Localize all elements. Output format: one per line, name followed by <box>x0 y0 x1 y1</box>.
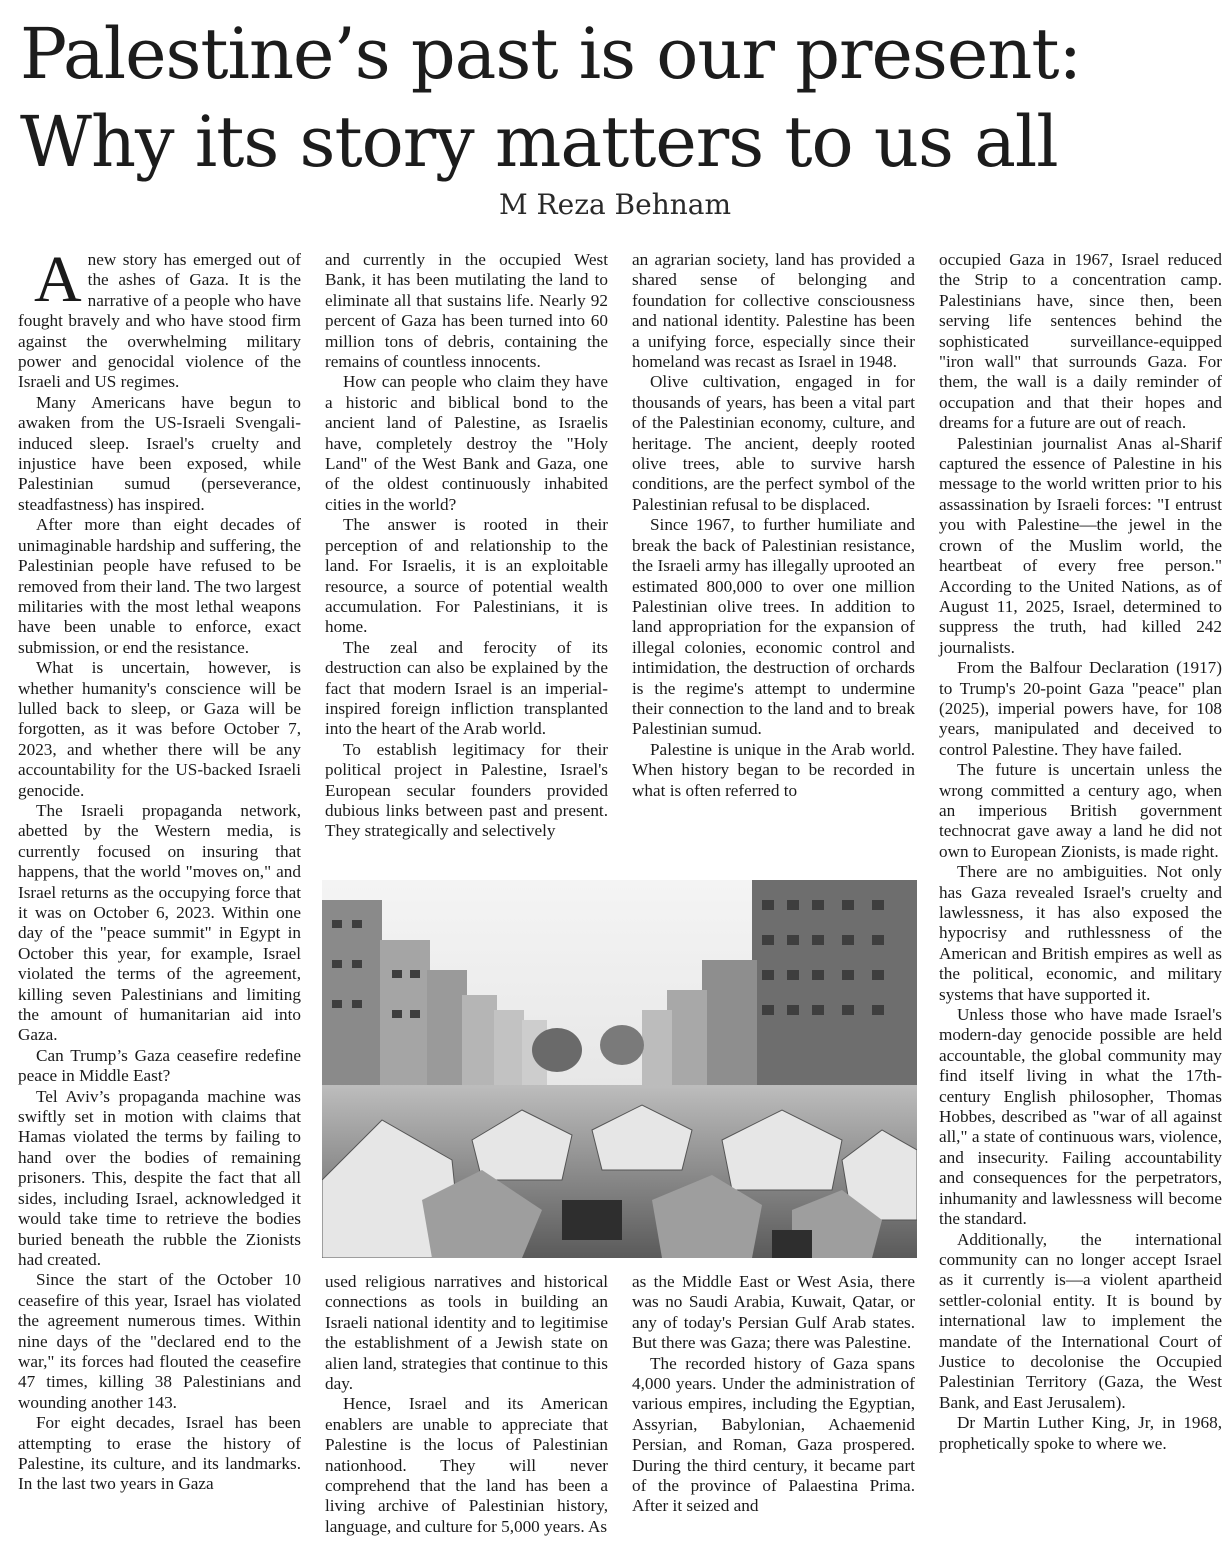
article-column-3-top <box>632 250 915 870</box>
paragraph: Unless those who have made Israel's modern-day genocide possible are held accountable, the global community may find itself living in what the 17th-century English philosopher, Thomas Hobbes, described as "war of all against all," a state of continuous wars, violence, and insecurity. Failing accountability and consequences for the perpetrators, inhumanity and lawlessness will become the standard. <box>939 1005 1222 1229</box>
article-column-4 <box>939 250 1222 1540</box>
paragraph: Hence, Israel and its American enablers are unable to appreciate that Palestine is the locus of Palestinian nationhood. They will never comprehend that the land has been a living archive of Palestinian history, language, and culture for 5,000 years. As <box>325 1394 608 1536</box>
paragraph: The future is uncertain unless the wrong committed a century ago, when an imperious British government technocrat gave away a land he did not own to European Zionists, is made right. <box>939 760 1222 861</box>
paragraph: After more than eight decades of unimaginable hardship and suffering, the Palestinian people have refused to be removed from their land. The two largest militaries with the most lethal weapons have been unable to enforce, exact submission, or end the resistance. <box>18 515 301 657</box>
paragraph: and currently in the occupied West Bank, it has been mutilating the land to eliminate all that sustains life. Nearly 92 percent of Gaza has been turned into 60 million tons of debris, containing the remains of countless innocents. <box>325 250 608 372</box>
article-column-2-top <box>325 250 608 870</box>
paragraph: Many Americans have begun to awaken from the US-Israeli Svengali-induced sleep. Israel's cruelty and injustice have been exposed, while Palestinian sumud (perseverance, steadfastness) has inspired. <box>18 392 301 514</box>
paragraph: To establish legitimacy for their political project in Palestine, Israel's European secular founders provided dubious links between past and present. They strategically and selectively <box>325 739 608 841</box>
article-column-3-bottom <box>632 1272 915 1540</box>
paragraph: Olive cultivation, engaged in for thousands of years, has been a vital part of the Palestinian economy, culture, and heritage. The ancient, deeply rooted olive trees, able to survive harsh conditions, are the perfect symbol of the Palestinian refusal to be displaced. <box>632 372 915 514</box>
paragraph: The answer is rooted in their perception of and relationship to the land. For Israelis, it is an exploitable resource, a source of potential wealth accumulation. For Palestinians, it is home. <box>325 515 608 637</box>
headline-line-1: Palestine’s past is our present: <box>20 13 1082 95</box>
paragraph: The recorded history of Gaza spans 4,000 years. Under the administration of various empires, including the Egyptian, Assyrian, Babylonian, Achaemenid Persian, and Roman, Gaza prospered. During the third century, it became part of the province of Palaestina Prima. After it seized and <box>632 1353 915 1516</box>
drop-cap: A <box>34 243 82 316</box>
paragraph: The zeal and ferocity of its destruction can also be explained by the fact that modern Israel is an imperial-inspired foreign infliction transplanted into the heart of the Arab world. <box>325 637 608 739</box>
paragraph: Palestine is unique in the Arab world. When history began to be recorded in what is often referred to <box>632 739 915 800</box>
paragraph: The Israeli propaganda network, abetted by the Western media, is currently focused on insuring that happens, that the world "moves on," and Israel returns as the occupying force that it was on October 6, 2023. Within one day of the "peace summit" in Egypt in October this year, for example, Israel violated the terms of the agreement, killing seven Palestinians and limiting the amount of humanitarian aid into Gaza. <box>18 800 301 1045</box>
article-column-1 <box>18 243 301 1540</box>
paragraph: used religious narratives and historical connections as tools in building an Israeli national identity and to legitimise the establishment of a Jewish state on alien land, strategies that continue to this day. <box>325 1272 608 1394</box>
paragraph: Additionally, the international community can no longer accept Israel as it currently is—a violent apartheid settler-colonial entity. It is bound by international law to implement the mandate of the International Court of Justice to decolonise the Occupied Palestinian Territory (Gaza, the West Bank, and East Jerusalem). <box>939 1229 1222 1412</box>
paragraph: as the Middle East or West Asia, there was no Saudi Arabia, Kuwait, Qatar, or any of today's Persian Gulf Arab states. But there was Gaza; there was Palestine. <box>632 1272 915 1353</box>
headline <box>20 10 1220 186</box>
paragraph: How can people who claim they have a historic and biblical bond to the ancient land of Palestine, as Israelis have, completely destroy the "Holy Land" of the West Bank and Gaza, one of the oldest continuously inhabited cities in the world? <box>325 372 608 514</box>
paragraph: Palestinian journalist Anas al-Sharif captured the essence of Palestine in his message to the world written prior to his assassination by Israeli forces: "I entrust you with Palestine—the jewel in the crown of the Muslim world, the heartbeat of every free person." According to the United Nations, as of August 11, 2025, Israel, determined to suppress the truth, had killed 242 journalists. <box>939 433 1222 657</box>
paragraph: new story has emerged out of the ashes of Gaza. It is the narrative of a people who have fought bravely and who have stood firm against the overwhelming military power and genocidal violence of the Israeli and US regimes. <box>18 250 301 392</box>
headline-line-2: Why its story matters to us all <box>20 101 1058 183</box>
paragraph: occupied Gaza in 1967, Israel reduced the Strip to a concentration camp. Palestinians have, since then, been serving life sentences behind the sophisticated surveillance-equipped "iron wall" that surrounds Gaza. For them, the wall is a daily reminder of occupation and that their hopes and dreams for a future are out of reach. <box>939 250 1222 433</box>
paragraph: Dr Martin Luther King, Jr, in 1968, prophetically spoke to where we. <box>939 1413 1222 1453</box>
paragraph: an agrarian society, land has provided a shared sense of belonging and foundation for collective consciousness and national identity. Palestine has been a unifying force, especially since their homeland was recast as Israel in 1948. <box>632 250 915 372</box>
paragraph: For eight decades, Israel has been attempting to erase the history of Palestine, its culture, and its landmarks. In the last two years in Gaza <box>18 1413 301 1494</box>
paragraph: Tel Aviv’s propaganda machine was swiftly set in motion with claims that Hamas violated the terms by failing to hand over the bodies of remaining prisoners. This, despite the fact that all sides, including Israel, acknowledged it would take time to retrieve the bodies buried beneath the rubble the Zionists had created. <box>18 1086 301 1269</box>
photo-illustration <box>322 880 917 1258</box>
article-column-2-bottom <box>325 1272 608 1540</box>
paragraph: Can Trump’s Gaza ceasefire redefine peace in Middle East? <box>18 1045 301 1086</box>
paragraph: Since the start of the October 10 ceasefire of this year, Israel has violated the agreement numerous times. Within nine days of the "declared end to the war," its forces had flouted the ceasefire 47 times, killing 38 Palestinians and wounding another 143. <box>18 1270 301 1412</box>
gaza-rubble-photo <box>322 880 917 1258</box>
paragraph: From the Balfour Declaration (1917) to Trump's 20-point Gaza "peace" plan (2025), imperial powers have, for 108 years, manipulated and deceived to control Palestine. They have failed. <box>939 658 1222 759</box>
byline: M Reza Behnam <box>498 188 732 221</box>
paragraph: There are no ambiguities. Not only has Gaza revealed Israel's cruelty and lawlessness, it has also exposed the hypocrisy and ruthlessness of the American and British empires as well as the political, economic, and military systems that have supported it. <box>939 862 1222 1004</box>
paragraph: Since 1967, to further humiliate and break the back of Palestinian resistance, the Israeli army has illegally uprooted an estimated 800,000 to over one million Palestinian olive trees. In addition to land appropriation for the expansion of illegal colonies, economic control and intimidation, the destruction of orchards is the regime's attempt to undermine their connection to the land and to break Palestinian sumud. <box>632 515 915 739</box>
paragraph: What is uncertain, however, is whether humanity's conscience will be lulled back to sleep, or Gaza will be forgotten, as it was before October 7, 2023, and whether there will be any accountability for the US-backed Israeli genocide. <box>18 658 301 800</box>
